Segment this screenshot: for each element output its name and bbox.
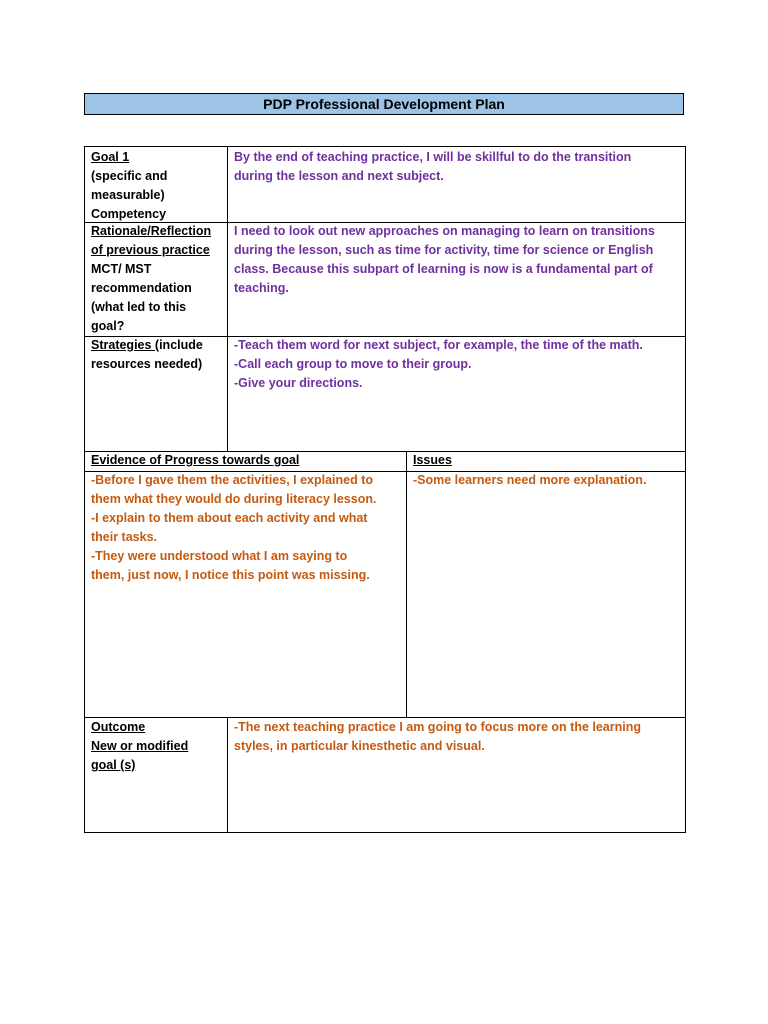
- goal-label: Goal 1 (specific and measurable) Competency: [91, 150, 168, 221]
- goal-text: By the end of teaching practice, I will be skillful to do the transition during the lesson and next subject.: [234, 150, 632, 183]
- strategies-label: Strategies (include resources needed): [91, 338, 203, 371]
- strategies-text: -Teach them word for next subject, for example, the time of the math. -Call each group to move to their group. -Give your directions.: [234, 338, 643, 390]
- evidence-text: -Before I gave them the activities, I explained to them what they would do during literacy lesson. -I explain to them about each activity and what their tasks. -They were understood what I am saying to them, just now, I notice this point was missing.: [91, 473, 377, 582]
- outcome-label: Outcome New or modified goal (s): [91, 720, 189, 772]
- outcome-text: -The next teaching practice I am going to focus more on the learning styles, in particular kinesthetic and visual.: [234, 720, 642, 753]
- evidence-header: Evidence of Progress towards goal: [91, 453, 300, 467]
- issues-text: -Some learners need more explanation.: [413, 473, 647, 487]
- rationale-text: I need to look out new approaches on managing to learn on transitions during the lesson, such as time for activity, time for science or English class. Because this subpart of learning is now is a fundamental part of teaching.: [234, 224, 655, 295]
- page-title: PDP Professional Development Plan: [84, 93, 684, 115]
- issues-header: Issues: [413, 453, 452, 467]
- rationale-label: Rationale/Reflection of previous practice MCT/ MST recommendation (what led to this goal?: [91, 224, 212, 333]
